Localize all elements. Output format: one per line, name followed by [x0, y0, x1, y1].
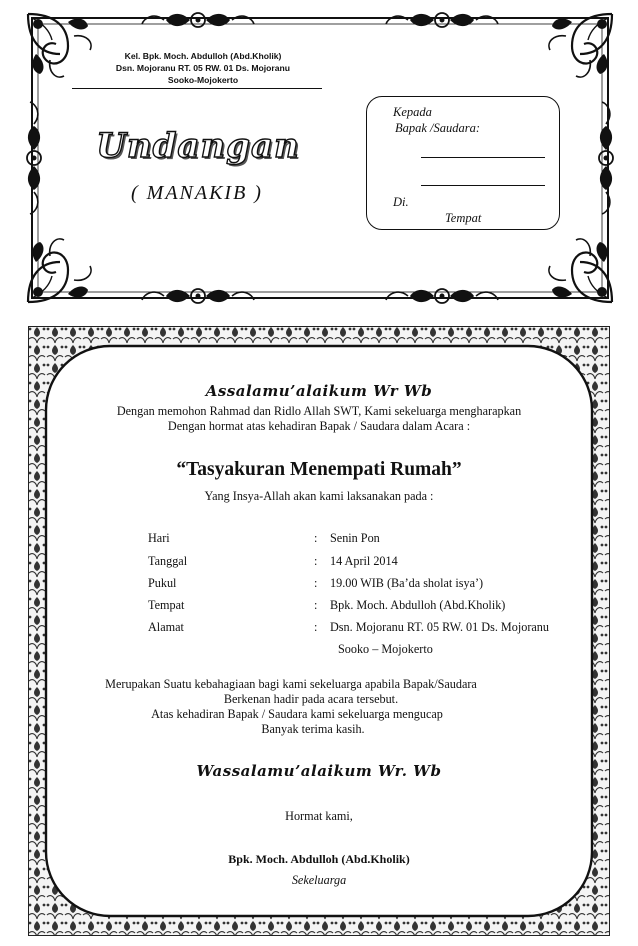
detail-colon: :	[314, 554, 318, 568]
closing-line-2: Berkenan hadir pada acara tersebut.	[223, 692, 399, 706]
detail-colon: :	[314, 620, 318, 634]
sender-street: Dsn. Mojoranu RT. 05 RW. 01 Ds. Mojoranu	[115, 63, 291, 73]
regards: Hormat kami,	[285, 809, 353, 823]
detail-colon: :	[314, 576, 318, 590]
detail-label: Pukul	[148, 576, 177, 590]
recipient-name-line	[421, 157, 545, 158]
recipient-address-box	[366, 96, 560, 230]
greeting: Assalamu’alaikum Wr Wb	[205, 382, 433, 400]
bapak-saudara-label: Bapak /Saudara:	[395, 121, 481, 135]
letter-body	[28, 326, 610, 936]
detail-colon: :	[314, 531, 318, 545]
detail-label: Alamat	[148, 620, 184, 634]
detail-colon: :	[314, 598, 318, 612]
address-continuation: Sooko – Mojokerto	[338, 642, 433, 656]
sender-divider	[72, 88, 322, 89]
recipient-name-line-2	[421, 185, 545, 186]
opening-line-2: Dengan hormat atas kehadiran Bapak / Saudara dalam Acara :	[167, 419, 471, 433]
signer-role: Sekeluarga	[291, 873, 347, 887]
sender-address	[80, 50, 326, 86]
invitation-letter	[28, 326, 610, 936]
closing-line-4: Banyak terima kasih.	[261, 722, 365, 736]
closing-line-3: Atas kehadiran Bapak / Saudara kami sekeluarga mengucap	[151, 707, 443, 721]
cover-card	[22, 8, 618, 308]
opening-line-1: Dengan memohon Rahmad dan Ridlo Allah SWT, Kami sekeluarga mengharapkan	[116, 404, 522, 418]
tempat-label: Tempat	[445, 211, 482, 225]
farewell: Wassalamu’alaikum Wr. Wb	[196, 762, 442, 780]
detail-value: 14 April 2014	[330, 554, 398, 568]
detail-value: Dsn. Mojoranu RT. 05 RW. 01 Ds. Mojoranu	[330, 620, 549, 634]
signer-name: Bpk. Moch. Abdulloh (Abd.Kholik)	[228, 852, 410, 866]
detail-value: Bpk. Moch. Abdulloh (Abd.Kholik)	[330, 598, 506, 612]
di-label: Di.	[393, 195, 409, 209]
cover-subtitle: ( MANAKIB )	[131, 182, 263, 204]
detail-value: 19.00 WIB (Ba’da sholat isya’)	[330, 576, 484, 590]
sender-city: Sooko-Mojokerto	[167, 75, 239, 85]
closing-line-1: Merupakan Suatu kebahagiaan bagi kami sekeluarga apabila Bapak/Saudara	[105, 677, 477, 691]
event-intro: Yang Insya-Allah akan kami laksanakan pada :	[204, 489, 434, 503]
sender-name: Kel. Bpk. Moch. Abdulloh (Abd.Kholik)	[124, 51, 282, 61]
cover-title: Undangan	[96, 126, 300, 166]
detail-label: Tanggal	[148, 554, 188, 568]
detail-value: Senin Pon	[330, 531, 380, 545]
event-title: “Tasyakuran Menempati Rumah”	[176, 459, 462, 480]
detail-label: Tempat	[148, 598, 185, 612]
detail-label: Hari	[148, 531, 170, 545]
kepada-label: Kepada	[393, 105, 432, 119]
